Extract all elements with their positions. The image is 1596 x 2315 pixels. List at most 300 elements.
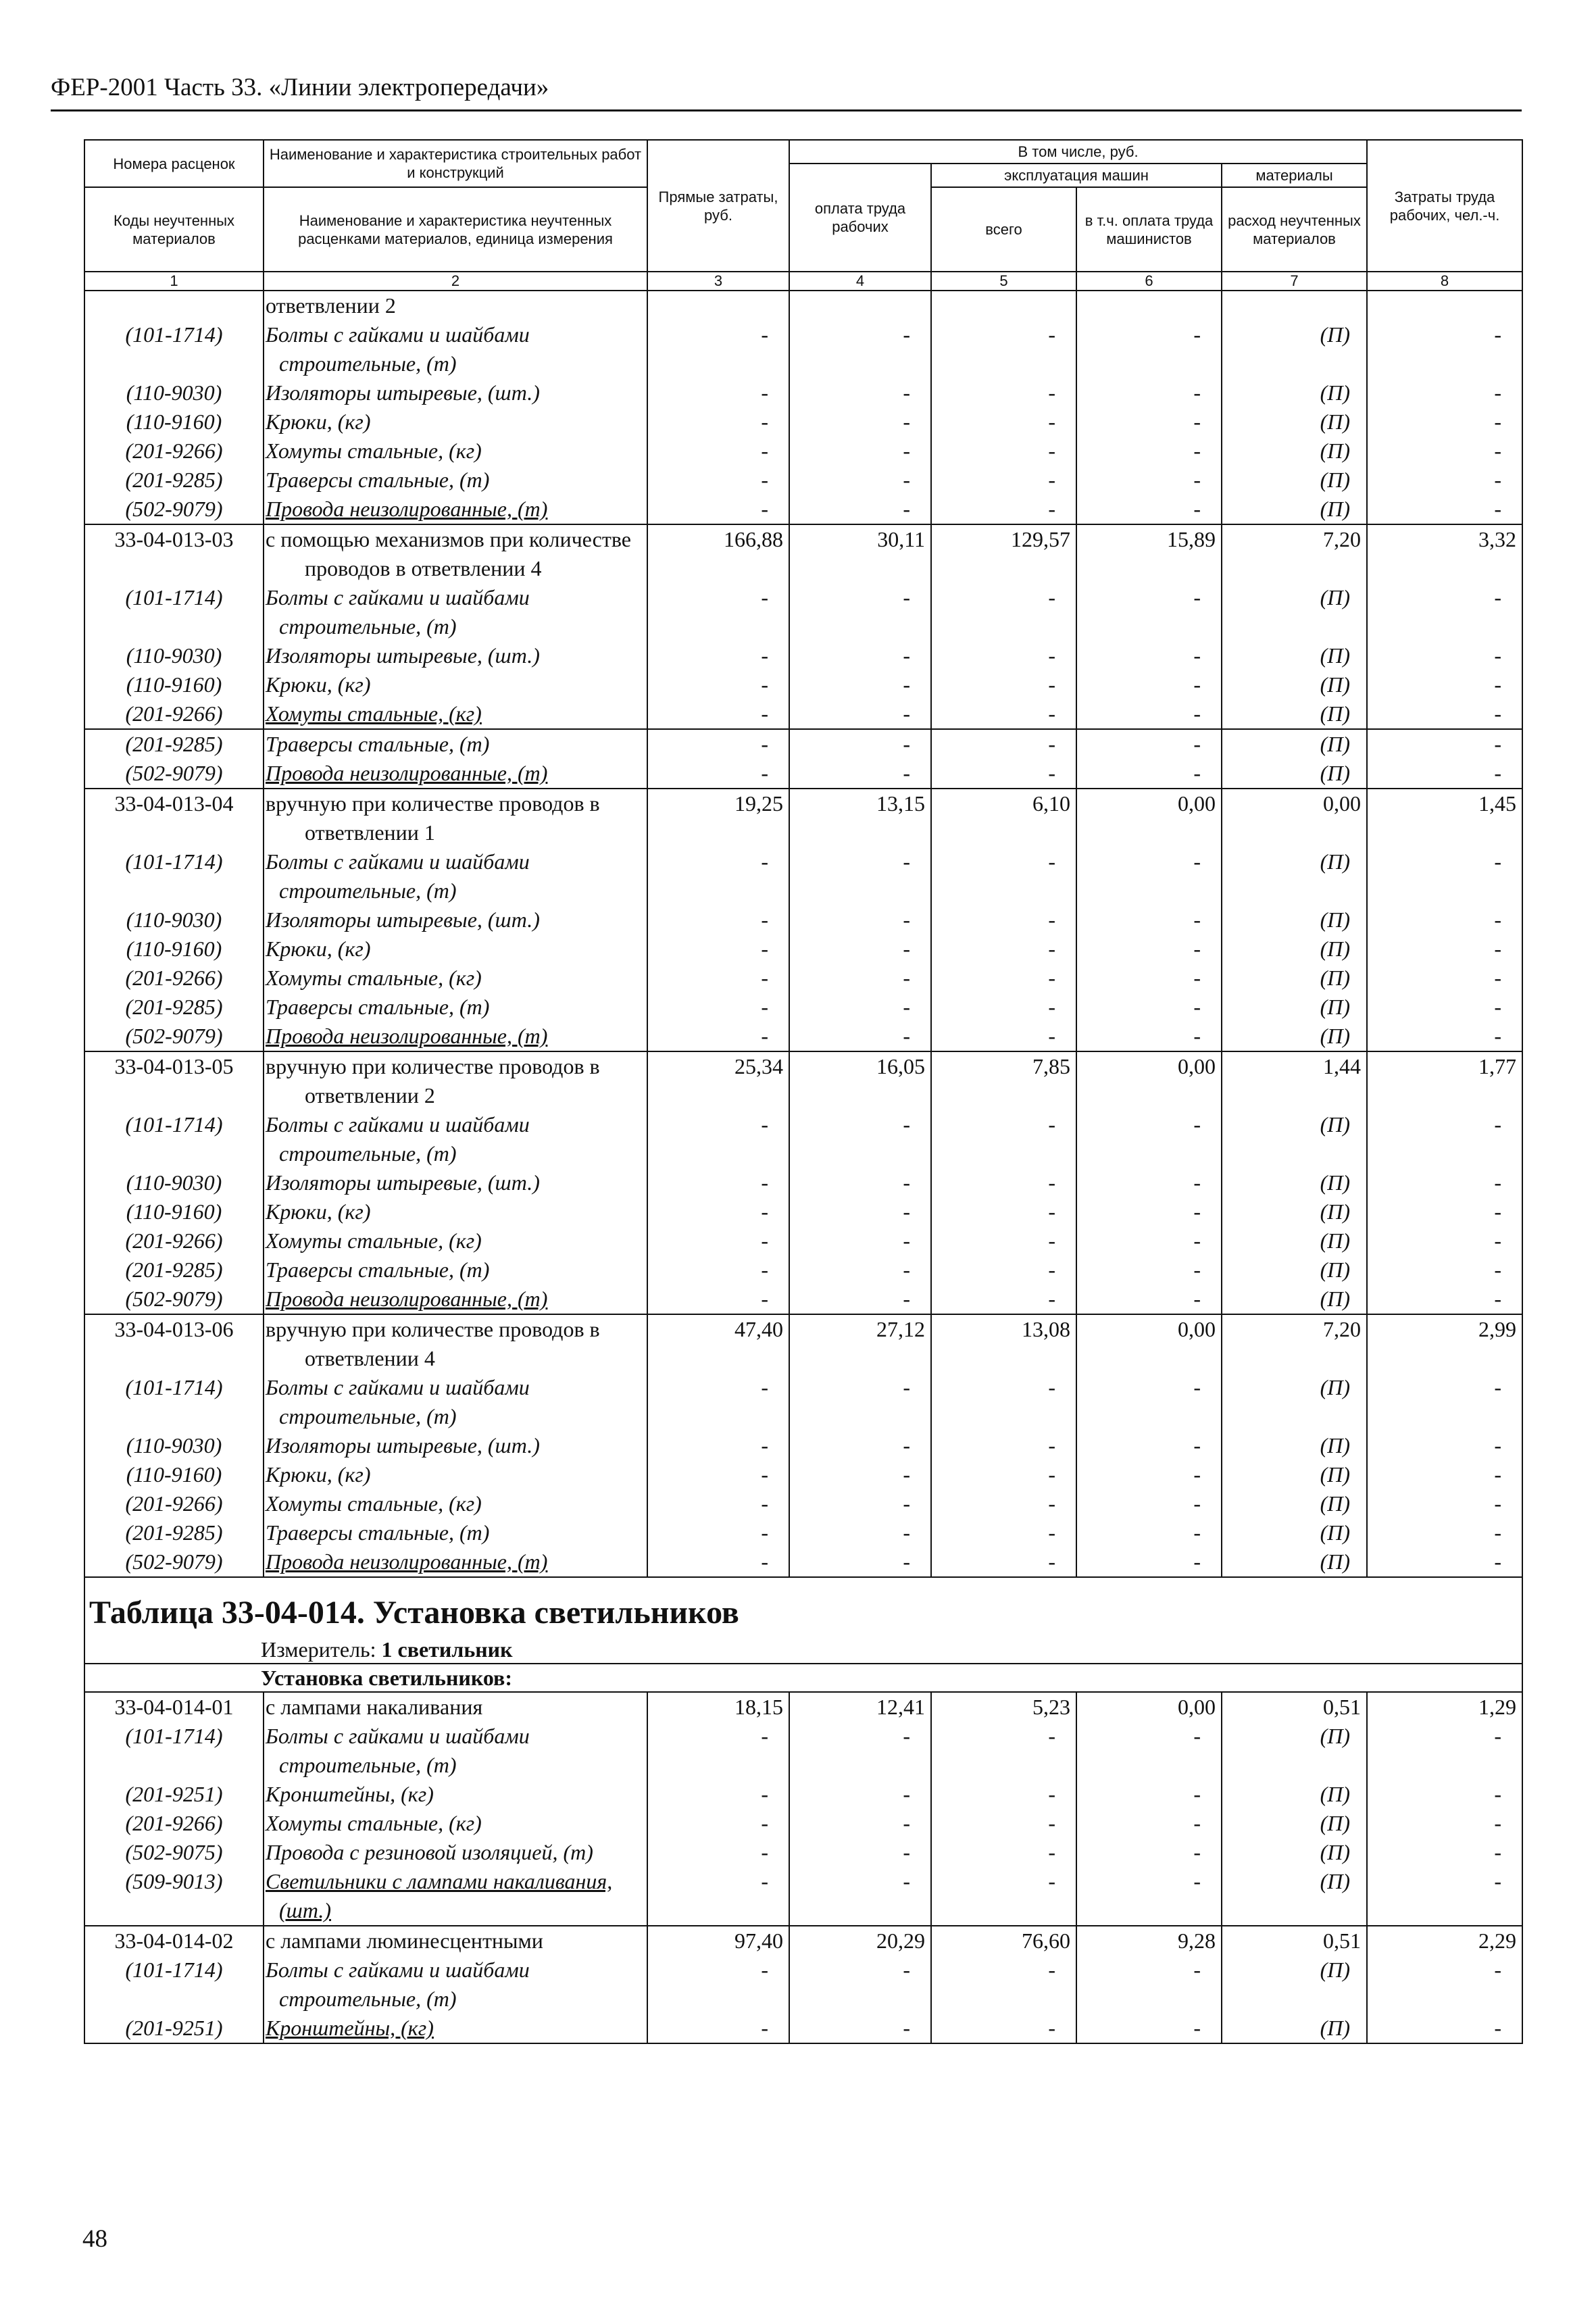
materials-value: (П) [1222,466,1367,495]
materials-value: (П) [1222,1197,1367,1226]
material-code: (201-9251) [84,2014,264,2043]
machines-total-value [931,291,1076,320]
material-name: Хомуты стальные, (кг) [264,437,647,466]
material-row [84,378,1522,407]
material-code: (502-9079) [84,759,264,789]
materials-value: (П) [1222,1547,1367,1577]
workers-pay-value: - [789,1197,931,1226]
material-name: Кронштейны, (кг) [264,1780,647,1809]
workers-pay-value: - [789,729,931,759]
material-row [84,1838,1522,1867]
column-number: 6 [1076,272,1222,291]
header-material-codes: Коды неучтенных материалов [84,187,264,272]
material-row [84,1168,1522,1197]
rate-row [84,1051,1522,1110]
header-name-characteristics: Наименование и характеристика строительных работ и конструкций [264,140,647,187]
material-name: Провода неизолированные, (т) [264,1285,647,1314]
machinists-pay-value: - [1076,935,1222,964]
direct-costs-value: - [647,1255,789,1285]
labor-costs-value: - [1367,935,1522,964]
material-code: (110-9030) [84,905,264,935]
rate-name: с лампами люминесцентными [264,1926,647,1956]
machinists-pay-value: - [1076,1197,1222,1226]
machines-total-value: - [931,1838,1076,1867]
workers-pay-value: - [789,495,931,524]
material-name: Крюки, (кг) [264,935,647,964]
materials-value: (П) [1222,1838,1367,1867]
materials-value: 7,20 [1222,1314,1367,1373]
materials-value: (П) [1222,583,1367,641]
rate-row [84,1926,1522,1956]
material-code: (201-9285) [84,466,264,495]
materials-value: (П) [1222,1431,1367,1460]
materials-value: (П) [1222,1285,1367,1314]
material-row [84,1489,1522,1518]
machinists-pay-value: 0,00 [1076,1314,1222,1373]
rate-row [84,1692,1522,1722]
table-body-part2 [84,1692,1522,2043]
machinists-pay-value: - [1076,495,1222,524]
machinists-pay-value: - [1076,670,1222,699]
material-name: Болты с гайками и шайбами строительные, (т) [264,1722,647,1780]
labor-costs-value: - [1367,583,1522,641]
rates-table [84,139,1523,2044]
direct-costs-value: - [647,1110,789,1168]
material-row [84,935,1522,964]
material-code: (502-9079) [84,1285,264,1314]
workers-pay-value: - [789,2014,931,2043]
header-direct-costs: Прямые затраты, руб. [647,140,789,272]
machinists-pay-value: - [1076,1956,1222,2014]
workers-pay-value: - [789,641,931,670]
direct-costs-value: - [647,759,789,789]
direct-costs-value: - [647,2014,789,2043]
materials-value: (П) [1222,1460,1367,1489]
machines-total-value: - [931,320,1076,378]
material-code: (201-9285) [84,1518,264,1547]
labor-costs-value: - [1367,847,1522,905]
material-row [84,1780,1522,1809]
material-name: Провода неизолированные, (т) [264,759,647,789]
labor-costs-value: - [1367,466,1522,495]
materials-value: 0,00 [1222,789,1367,847]
materials-value: (П) [1222,1255,1367,1285]
labor-costs-value: - [1367,1489,1522,1518]
workers-pay-value: - [789,1255,931,1285]
material-code: (502-9079) [84,495,264,524]
labor-costs-value: 1,77 [1367,1051,1522,1110]
materials-value: (П) [1222,1518,1367,1547]
machinists-pay-value: - [1076,1838,1222,1867]
materials-value [1222,291,1367,320]
machinists-pay-value: - [1076,1809,1222,1838]
direct-costs-value: - [647,378,789,407]
rate-name: с лампами накаливания [264,1692,647,1722]
material-name: Крюки, (кг) [264,670,647,699]
machinists-pay-value: - [1076,1255,1222,1285]
material-row [84,641,1522,670]
material-name: Болты с гайками и шайбами строительные, (т) [264,1956,647,2014]
workers-pay-value: - [789,993,931,1022]
materials-value: (П) [1222,437,1367,466]
machines-total-value: - [931,759,1076,789]
unit-label: Измеритель: [261,1637,376,1662]
material-code: (110-9030) [84,1431,264,1460]
direct-costs-value: - [647,935,789,964]
header-materials: материалы [1222,164,1367,187]
direct-costs-value: - [647,1022,789,1051]
machines-total-value: - [931,964,1076,993]
direct-costs-value: - [647,1547,789,1577]
unit-value: 1 светильник [381,1637,513,1662]
material-code: (201-9266) [84,1226,264,1255]
material-name: Изоляторы штыревые, (шт.) [264,1168,647,1197]
machinists-pay-value: 0,00 [1076,1692,1222,1722]
workers-pay-value: - [789,1518,931,1547]
machines-total-value: - [931,935,1076,964]
material-name: Хомуты стальные, (кг) [264,1809,647,1838]
header-name-unaccounted: Наименование и характеристика неучтенных расценками материалов, единица измерения [264,187,647,272]
workers-pay-value: - [789,1226,931,1255]
machinists-pay-value: - [1076,993,1222,1022]
machines-total-value: - [931,1431,1076,1460]
rate-row [84,524,1522,583]
group-title: Установка светильников: [84,1664,1522,1692]
labor-costs-value: 1,45 [1367,789,1522,847]
machines-total-value: - [931,1110,1076,1168]
material-row [84,320,1522,378]
rate-name: вручную при количестве проводов в ответвлении 4 [264,1314,647,1373]
rate-code: 33-04-013-06 [84,1314,264,1373]
material-code: (509-9013) [84,1867,264,1926]
direct-costs-value: - [647,1168,789,1197]
material-row [84,699,1522,729]
labor-costs-value: 2,99 [1367,1314,1522,1373]
workers-pay-value: - [789,1547,931,1577]
machines-total-value: - [931,1547,1076,1577]
machinists-pay-value: - [1076,466,1222,495]
material-name: Провода с резиновой изоляцией, (т) [264,1838,647,1867]
direct-costs-value: - [647,320,789,378]
labor-costs-value: - [1367,1867,1522,1926]
workers-pay-value: 16,05 [789,1051,931,1110]
machinists-pay-value: - [1076,437,1222,466]
material-name: Изоляторы штыревые, (шт.) [264,641,647,670]
material-row [84,1460,1522,1489]
rate-code: 33-04-014-02 [84,1926,264,1956]
material-name: ответвлении 2 [264,291,647,320]
machines-total-value: - [931,1197,1076,1226]
workers-pay-value: 13,15 [789,789,931,847]
page-number: 48 [82,2225,107,2253]
direct-costs-value: 166,88 [647,524,789,583]
header-including: В том числе, руб. [789,140,1367,164]
direct-costs-value: - [647,641,789,670]
materials-value: (П) [1222,699,1367,729]
machinists-pay-value: - [1076,729,1222,759]
materials-value: (П) [1222,1168,1367,1197]
material-row [84,1547,1522,1577]
workers-pay-value: - [789,1431,931,1460]
material-name: Хомуты стальные, (кг) [264,964,647,993]
material-code: (201-9285) [84,993,264,1022]
workers-pay-value: - [789,437,931,466]
machinists-pay-value: - [1076,759,1222,789]
labor-costs-value: - [1367,1809,1522,1838]
machinists-pay-value: - [1076,378,1222,407]
machines-total-value: - [931,1255,1076,1285]
rate-code: 33-04-014-01 [84,1692,264,1722]
column-number: 3 [647,272,789,291]
workers-pay-value: - [789,1838,931,1867]
material-code: (101-1714) [84,1956,264,2014]
workers-pay-value [789,291,931,320]
material-row [84,759,1522,789]
labor-costs-value: - [1367,1373,1522,1431]
workers-pay-value: - [789,1956,931,2014]
material-row [84,729,1522,759]
machinists-pay-value: - [1076,1489,1222,1518]
material-row [84,964,1522,993]
workers-pay-value: - [789,378,931,407]
labor-costs-value: - [1367,1780,1522,1809]
workers-pay-value: - [789,1110,931,1168]
materials-value: (П) [1222,1226,1367,1255]
workers-pay-value: - [789,1489,931,1518]
unit-line [84,1636,1522,1664]
materials-value: (П) [1222,407,1367,437]
material-name: Болты с гайками и шайбами строительные, (т) [264,847,647,905]
direct-costs-value: - [647,699,789,729]
material-name: Крюки, (кг) [264,407,647,437]
labor-costs-value: - [1367,320,1522,378]
direct-costs-value: - [647,670,789,699]
workers-pay-value: - [789,670,931,699]
rate-code: 33-04-013-04 [84,789,264,847]
material-row [84,466,1522,495]
materials-value: (П) [1222,935,1367,964]
material-name: Провода неизолированные, (т) [264,1022,647,1051]
machines-total-value: - [931,1518,1076,1547]
machinists-pay-value: - [1076,407,1222,437]
machinists-pay-value: 0,00 [1076,1051,1222,1110]
workers-pay-value: - [789,1168,931,1197]
workers-pay-value: - [789,1809,931,1838]
machines-total-value: - [931,699,1076,729]
direct-costs-value: - [647,1867,789,1926]
material-name: Изоляторы штыревые, (шт.) [264,905,647,935]
machines-total-value: 5,23 [931,1692,1076,1722]
machinists-pay-value: - [1076,1022,1222,1051]
labor-costs-value: - [1367,699,1522,729]
direct-costs-value: 25,34 [647,1051,789,1110]
labor-costs-value: - [1367,1956,1522,2014]
column-number: 4 [789,272,931,291]
materials-value: (П) [1222,993,1367,1022]
direct-costs-value: - [647,905,789,935]
direct-costs-value: - [647,1285,789,1314]
labor-costs-value: - [1367,407,1522,437]
direct-costs-value: - [647,437,789,466]
materials-value: (П) [1222,1110,1367,1168]
machinists-pay-value: - [1076,905,1222,935]
material-name: Траверсы стальные, (т) [264,729,647,759]
direct-costs-value: - [647,993,789,1022]
workers-pay-value: - [789,583,931,641]
materials-value: (П) [1222,378,1367,407]
material-row [84,1255,1522,1285]
material-name: Изоляторы штыревые, (шт.) [264,1431,647,1460]
rate-name: вручную при количестве проводов в ответвлении 2 [264,1051,647,1110]
material-code: (110-9160) [84,1460,264,1489]
material-code: (110-9160) [84,670,264,699]
machines-total-value: - [931,583,1076,641]
header-total: всего [931,187,1076,272]
material-name: Изоляторы штыревые, (шт.) [264,378,647,407]
header-incl-machinists-pay: в т.ч. оплата труда машинистов [1076,187,1222,272]
machinists-pay-value: - [1076,1168,1222,1197]
workers-pay-value: 20,29 [789,1926,931,1956]
labor-costs-value: - [1367,495,1522,524]
machinists-pay-value: 9,28 [1076,1926,1222,1956]
materials-value: (П) [1222,1809,1367,1838]
material-row [84,2014,1522,2043]
machines-total-value: 7,85 [931,1051,1076,1110]
material-name: Хомуты стальные, (кг) [264,1226,647,1255]
materials-value: (П) [1222,1956,1367,2014]
labor-costs-value [1367,291,1522,320]
machines-total-value: - [931,1373,1076,1431]
materials-value: (П) [1222,320,1367,378]
labor-costs-value: - [1367,378,1522,407]
materials-value: (П) [1222,2014,1367,2043]
material-name: Болты с гайками и шайбами строительные, (т) [264,583,647,641]
material-code: (110-9160) [84,935,264,964]
material-name: Траверсы стальные, (т) [264,993,647,1022]
labor-costs-value: - [1367,1518,1522,1547]
machines-total-value: 129,57 [931,524,1076,583]
direct-costs-value: - [647,1956,789,2014]
table-header [84,140,1522,291]
material-row [84,670,1522,699]
header-labor-costs: Затраты труда рабочих, чел.-ч. [1367,140,1522,272]
workers-pay-value: - [789,964,931,993]
labor-costs-value: - [1367,729,1522,759]
material-name: Провода неизолированные, (т) [264,1547,647,1577]
direct-costs-value: - [647,583,789,641]
column-number: 8 [1367,272,1522,291]
machines-total-value: 76,60 [931,1926,1076,1956]
machines-total-value: - [931,1022,1076,1051]
workers-pay-value: - [789,1460,931,1489]
machines-total-value: - [931,1809,1076,1838]
labor-costs-value: - [1367,641,1522,670]
materials-value: 1,44 [1222,1051,1367,1110]
direct-costs-value: - [647,1809,789,1838]
machinists-pay-value: 0,00 [1076,789,1222,847]
labor-costs-value: - [1367,1460,1522,1489]
direct-costs-value: - [647,495,789,524]
direct-costs-value: - [647,1518,789,1547]
materials-value: 0,51 [1222,1692,1367,1722]
machinists-pay-value [1076,291,1222,320]
labor-costs-value: - [1367,1110,1522,1168]
machinists-pay-value: - [1076,1518,1222,1547]
direct-costs-value: - [647,1780,789,1809]
material-code: (110-9160) [84,1197,264,1226]
material-row [84,1373,1522,1431]
machinists-pay-value: - [1076,1722,1222,1780]
material-row [84,1431,1522,1460]
direct-costs-value: - [647,1373,789,1431]
machinists-pay-value: - [1076,1110,1222,1168]
material-row [84,847,1522,905]
material-name: Крюки, (кг) [264,1197,647,1226]
machines-total-value: - [931,407,1076,437]
rate-row [84,789,1522,847]
direct-costs-value: 47,40 [647,1314,789,1373]
machinists-pay-value: - [1076,1547,1222,1577]
materials-value: (П) [1222,641,1367,670]
page-header: ФЕР-2001 Часть 33. «Линии электропередачи» [51,74,549,101]
machines-total-value: - [931,1226,1076,1255]
machines-total-value: 13,08 [931,1314,1076,1373]
machines-total-value: - [931,2014,1076,2043]
material-code: (101-1714) [84,847,264,905]
material-row [84,1226,1522,1255]
material-code: (110-9030) [84,1168,264,1197]
machinists-pay-value: - [1076,2014,1222,2043]
material-row [84,1022,1522,1051]
direct-costs-value: - [647,1489,789,1518]
machinists-pay-value: - [1076,1285,1222,1314]
header-machine-operation: эксплуатация машин [931,164,1222,187]
machines-total-value: - [931,729,1076,759]
materials-value: (П) [1222,1722,1367,1780]
direct-costs-value: 18,15 [647,1692,789,1722]
material-code: (502-9079) [84,1022,264,1051]
material-row [84,993,1522,1022]
workers-pay-value: - [789,1722,931,1780]
material-code: (201-9266) [84,437,264,466]
labor-costs-value: 1,29 [1367,1692,1522,1722]
column-number: 7 [1222,272,1367,291]
workers-pay-value: - [789,1373,931,1431]
material-code: (101-1714) [84,1110,264,1168]
material-row [84,1809,1522,1838]
labor-costs-value: - [1367,1722,1522,1780]
workers-pay-value: - [789,847,931,905]
material-row [84,1110,1522,1168]
rate-name: с помощью механизмов при количестве проводов в ответвлении 4 [264,524,647,583]
direct-costs-value: - [647,1722,789,1780]
labor-costs-value: - [1367,964,1522,993]
workers-pay-value: - [789,699,931,729]
material-code: (201-9266) [84,1809,264,1838]
table-title: Таблица 33-04-014. Установка светильников [84,1577,1522,1636]
material-code: (201-9266) [84,964,264,993]
direct-costs-value: - [647,1197,789,1226]
materials-value: (П) [1222,1780,1367,1809]
workers-pay-value: - [789,407,931,437]
material-name: Болты с гайками и шайбами строительные, (т) [264,1373,647,1431]
material-row [84,1722,1522,1780]
table-section-title [84,1577,1522,1692]
machines-total-value: - [931,1489,1076,1518]
material-code: (101-1714) [84,1722,264,1780]
material-name: Болты с гайками и шайбами строительные, (т) [264,1110,647,1168]
machines-total-value: - [931,1867,1076,1926]
